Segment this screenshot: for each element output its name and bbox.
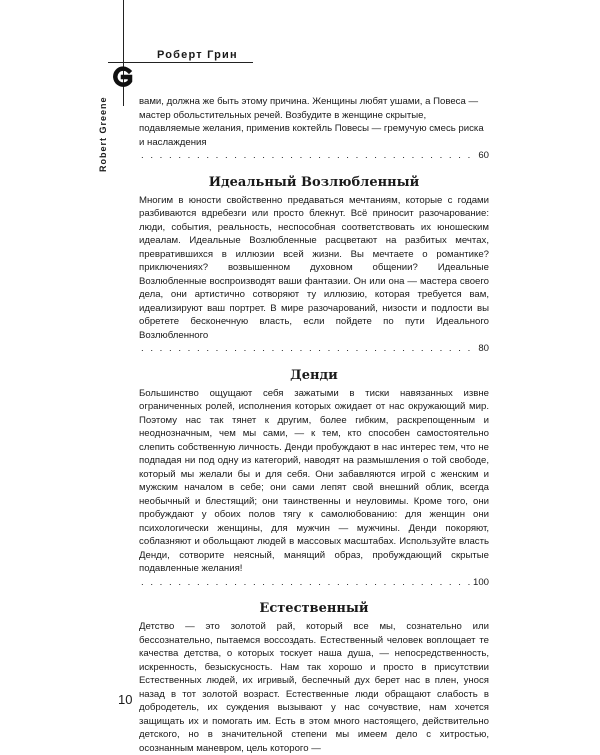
section-title-natural: Естественный: [259, 601, 369, 616]
section-body-dandy: Большинство ощущают себя зажатыми в тиски навязанных извне ограниченных ролей, исполнения которых ожидает от нас окружающий мир. Поэтому нас так тянет к другим, более гибким, раскрепощенным и неоднозначным, чем мы сами, — к тем, кто способен самостоятельно слепить собственную личность. Денди пробуждают в нас интерес тем, что не подпадая ни под одну из категорий, наводят на размышления о той свободе, который мы желали бы и для себя. Они забавляются игрой с женским и мужским началом в себе; они сами лепят свой внешний облик, всегда необычный и блестящий; они таинственны и неуловимы. Кроме того, они пробуждают у обоих полов тягу к самолюбованию: для женщин они психологически женщины, для мужчин — мужчины. Денди покоряют, соблазняют и обольщают людей в массовых масштабах. Используйте власть Денди, сотворите неясный, манящий образ, пробуждающий скрытые подавленные желания!: [139, 387, 489, 574]
intro-page-leader: [139, 149, 489, 163]
page-number: 10: [118, 692, 133, 707]
header-horizontal-rule: [108, 62, 253, 63]
header-vertical-rule: [123, 0, 124, 106]
section-body-natural: Детство — это золотой рай, который все мы, сознательно или бессознательно, пытаемся воссоздать. Естественный человек воплощает те качества детства, о которых тоскует наша душа, — непосредственность, искренность, безыскусность. Нам так хорошо и просто в присутствии Естественных людей, их игривый, беспечный дух берет нас в плен, унося назад в тот золотой возраст. Естественные люди обращают слабость в добродетель, их суждения вызывают у нас сочувствие, нам хочется защищать их и помогать им. Есть в этом много настоящего, действительно детского, но в значительной степени мы имеем дело с хитростью, осознанным маневром, цель которого —: [139, 621, 489, 754]
section-title-ideal-lover: Идеальный Возлюбленный: [208, 174, 420, 190]
running-head-author: Роберт Грин: [157, 49, 238, 61]
section-body-ideal-lover: Многим в юности свойственно предаваться мечтаниям, которые с годами разбиваются вдребезги или просто блекнут. Всё приносит разочарование: люди, события, реальность, неспособная соответствовать их юношеским идеалам. Идеальные Возлюбленные расцветают на разбитых мечтах, превратившихся в иллюзии всей жизни. Вы мечтаете о романтике? приключениях? возвышенном духовном общении? Идеальные Возлюбленные воспроизводят ваши фантазии. Он или она — мастера своего дела, они артистично сотворяют ту иллюзию, которая требуется вам, идеализируют ваш портрет. В мире разочарований, низости и подлости вы обретете бесконечную власть, если пойдете по пути Идеального Возлюбленного: [139, 194, 489, 341]
dandy-page-leader: [139, 576, 489, 590]
intro-entry: [139, 95, 489, 149]
ideal-lover-page-number: 80: [478, 343, 489, 354]
page-content: [139, 95, 489, 755]
leader-dots: [141, 342, 476, 356]
intro-page-number: 60: [478, 150, 489, 161]
section-title-dandy: Денди: [290, 367, 338, 383]
side-running-head: Robert Greene: [98, 96, 108, 172]
ideal-lover-page-leader: [139, 342, 489, 356]
intro-text: вами, должна же быть этому причина. Женщины любят ушами, а Повеса — мастер обольстительных речей. Возбудите в женщине скрытые, подавляемые желания, применив коктейль Повесы — гремучую смесь риска и наслаждения: [139, 96, 484, 148]
leader-dots: [141, 576, 471, 590]
leader-dots: [141, 149, 476, 163]
dandy-page-number: 100: [472, 576, 489, 588]
logo-g-icon: [111, 66, 133, 88]
